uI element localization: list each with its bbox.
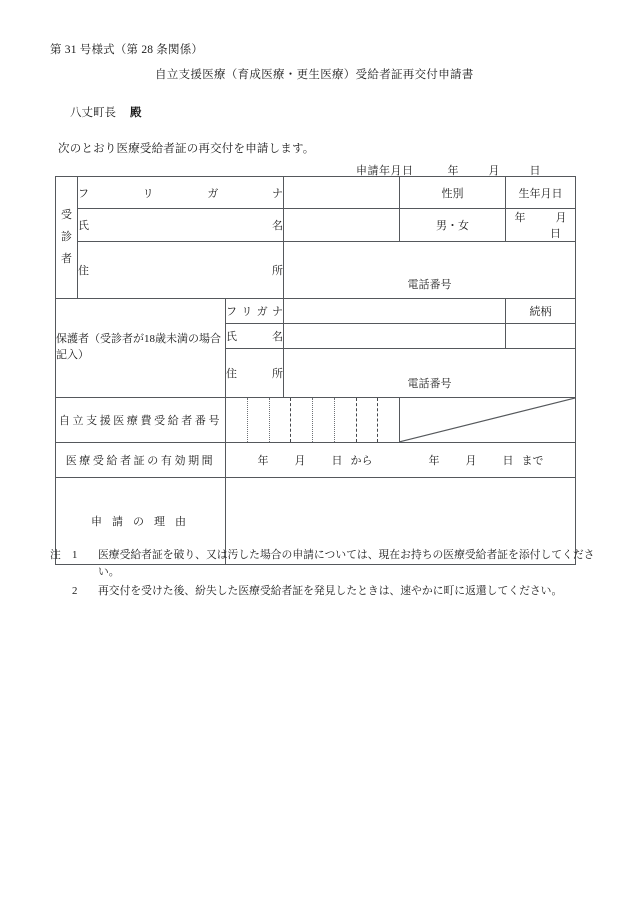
patient-dob-header: 生年月日 <box>506 177 576 209</box>
table-row-patient-furigana <box>56 177 576 209</box>
patient-vertical-char-3: 者 <box>61 253 72 265</box>
guardian-label: 保護者（受診者が18歳未満の場合記入） <box>56 299 226 398</box>
validity-to-day: 日 <box>502 455 514 467</box>
recipient-number-struck-area <box>400 398 576 443</box>
note-item-1 <box>50 547 595 582</box>
patient-furigana-label-cell <box>78 177 284 209</box>
guardian-relation-value[interactable] <box>506 324 576 349</box>
table-row-guardian-furigana <box>56 299 576 324</box>
guardian-relation-header: 続柄 <box>506 299 576 324</box>
patient-phone-label: 電話番号 <box>407 279 452 291</box>
addressee-line <box>70 104 142 120</box>
guardian-furigana-value[interactable] <box>284 299 506 324</box>
table-row-patient-name <box>56 209 576 242</box>
patient-name-label-cell <box>78 209 284 242</box>
guardian-name-label-first: 氏 <box>226 331 237 343</box>
form-number: 第 31 号様式（第 28 条関係） <box>50 44 204 56</box>
guardian-name-label <box>226 328 283 344</box>
patient-address-label-first: 住 <box>78 265 89 277</box>
addressee-name: 八丈町長 <box>70 107 116 119</box>
digit-cell-8[interactable] <box>378 398 399 442</box>
validity-from-day: 日 <box>331 455 343 467</box>
guardian-address-value[interactable] <box>284 349 576 398</box>
recipient-number-label: 自立支援医療費受給者番号 <box>58 415 223 427</box>
table-row-patient-address <box>56 242 576 299</box>
patient-address-label <box>78 262 283 278</box>
validity-from-month: 月 <box>294 455 306 467</box>
digit-cell-5[interactable] <box>313 398 335 442</box>
digit-cell-2[interactable] <box>248 398 270 442</box>
digit-cell-6[interactable] <box>335 398 357 442</box>
note-item-2 <box>50 583 595 600</box>
patient-name-value[interactable] <box>284 209 400 242</box>
notes-heading: 注 <box>50 549 61 561</box>
patient-address-label-cell <box>78 242 284 299</box>
patient-name-label-last: 名 <box>272 220 283 232</box>
patient-address-label-last: 所 <box>272 265 283 277</box>
guardian-furigana-label: フ リ ガ ナ <box>226 306 283 318</box>
patient-dob-year: 年 <box>514 212 526 224</box>
diagonal-strike-icon <box>400 398 575 442</box>
application-form-table <box>55 176 576 565</box>
guardian-name-label-last: 名 <box>272 331 283 343</box>
note-1-number: 1 <box>72 549 78 561</box>
validity-label-cell <box>56 443 226 478</box>
patient-dob-month: 月 <box>555 212 567 224</box>
patient-sex-options[interactable]: 男・女 <box>400 209 506 242</box>
guardian-address-label-first: 住 <box>226 368 237 380</box>
patient-vertical-label <box>56 177 78 299</box>
recipient-number-grid <box>226 398 399 442</box>
validity-from-year: 年 <box>257 455 269 467</box>
application-date-month: 月 <box>488 165 500 177</box>
validity-label: 医療受給者証の有効期間 <box>65 455 216 467</box>
table-row-recipient-number <box>56 398 576 443</box>
digit-cell-4[interactable] <box>291 398 313 442</box>
digit-cell-3[interactable] <box>270 398 292 442</box>
guardian-address-label <box>226 365 283 381</box>
recipient-number-boxes[interactable] <box>226 398 400 443</box>
note-2-number: 2 <box>72 584 78 597</box>
guardian-address-label-last: 所 <box>272 368 283 380</box>
guardian-furigana-label-cell <box>226 299 284 324</box>
patient-dob-value[interactable] <box>506 209 576 242</box>
note-1-text: 医療受給者証を破り、又は汚した場合の申請については、現在お持ちの医療受給者証を添付してください。 <box>98 549 595 579</box>
validity-value[interactable] <box>226 443 576 478</box>
addressee-honorific: 殿 <box>130 107 142 119</box>
patient-sex-header: 性別 <box>400 177 506 209</box>
application-date-label: 申請年月日 <box>356 165 414 177</box>
document-title: 自立支援医療（育成医療・更生医療）受給者証再交付申請書 <box>155 69 474 81</box>
guardian-address-label-cell <box>226 349 284 398</box>
digit-cell-7[interactable] <box>357 398 379 442</box>
patient-address-value[interactable] <box>284 242 576 299</box>
application-date-year: 年 <box>447 165 459 177</box>
validity-from-suffix: から <box>350 455 373 467</box>
guardian-name-value[interactable] <box>284 324 506 349</box>
recipient-number-label-cell <box>56 398 226 443</box>
patient-vertical-char-2: 診 <box>61 231 72 243</box>
note-2-text: 再交付を受けた後、紛失した医療受給者証を発見したときは、速やかに町に返還してください。 <box>98 584 563 597</box>
validity-to-year: 年 <box>428 455 440 467</box>
reason-label: 申請の理由 <box>91 516 196 528</box>
table-row-validity <box>56 443 576 478</box>
application-date-day: 日 <box>529 165 541 177</box>
patient-furigana-label: フ リ ガ ナ <box>78 187 283 200</box>
patient-vertical-char-1: 受 <box>61 209 72 221</box>
guardian-name-label-cell <box>226 324 284 349</box>
validity-to-suffix: まで <box>521 455 544 467</box>
intro-sentence: 次のとおり医療受給者証の再交付を申請します。 <box>58 143 315 155</box>
patient-dob-day: 日 <box>550 228 561 240</box>
patient-name-label <box>78 217 283 233</box>
validity-to-month: 月 <box>465 455 477 467</box>
digit-cell-1[interactable] <box>226 398 248 442</box>
guardian-phone-label: 電話番号 <box>407 378 452 390</box>
patient-name-label-first: 氏 <box>78 220 89 232</box>
notes-block <box>50 547 595 600</box>
patient-furigana-value[interactable] <box>284 177 400 209</box>
